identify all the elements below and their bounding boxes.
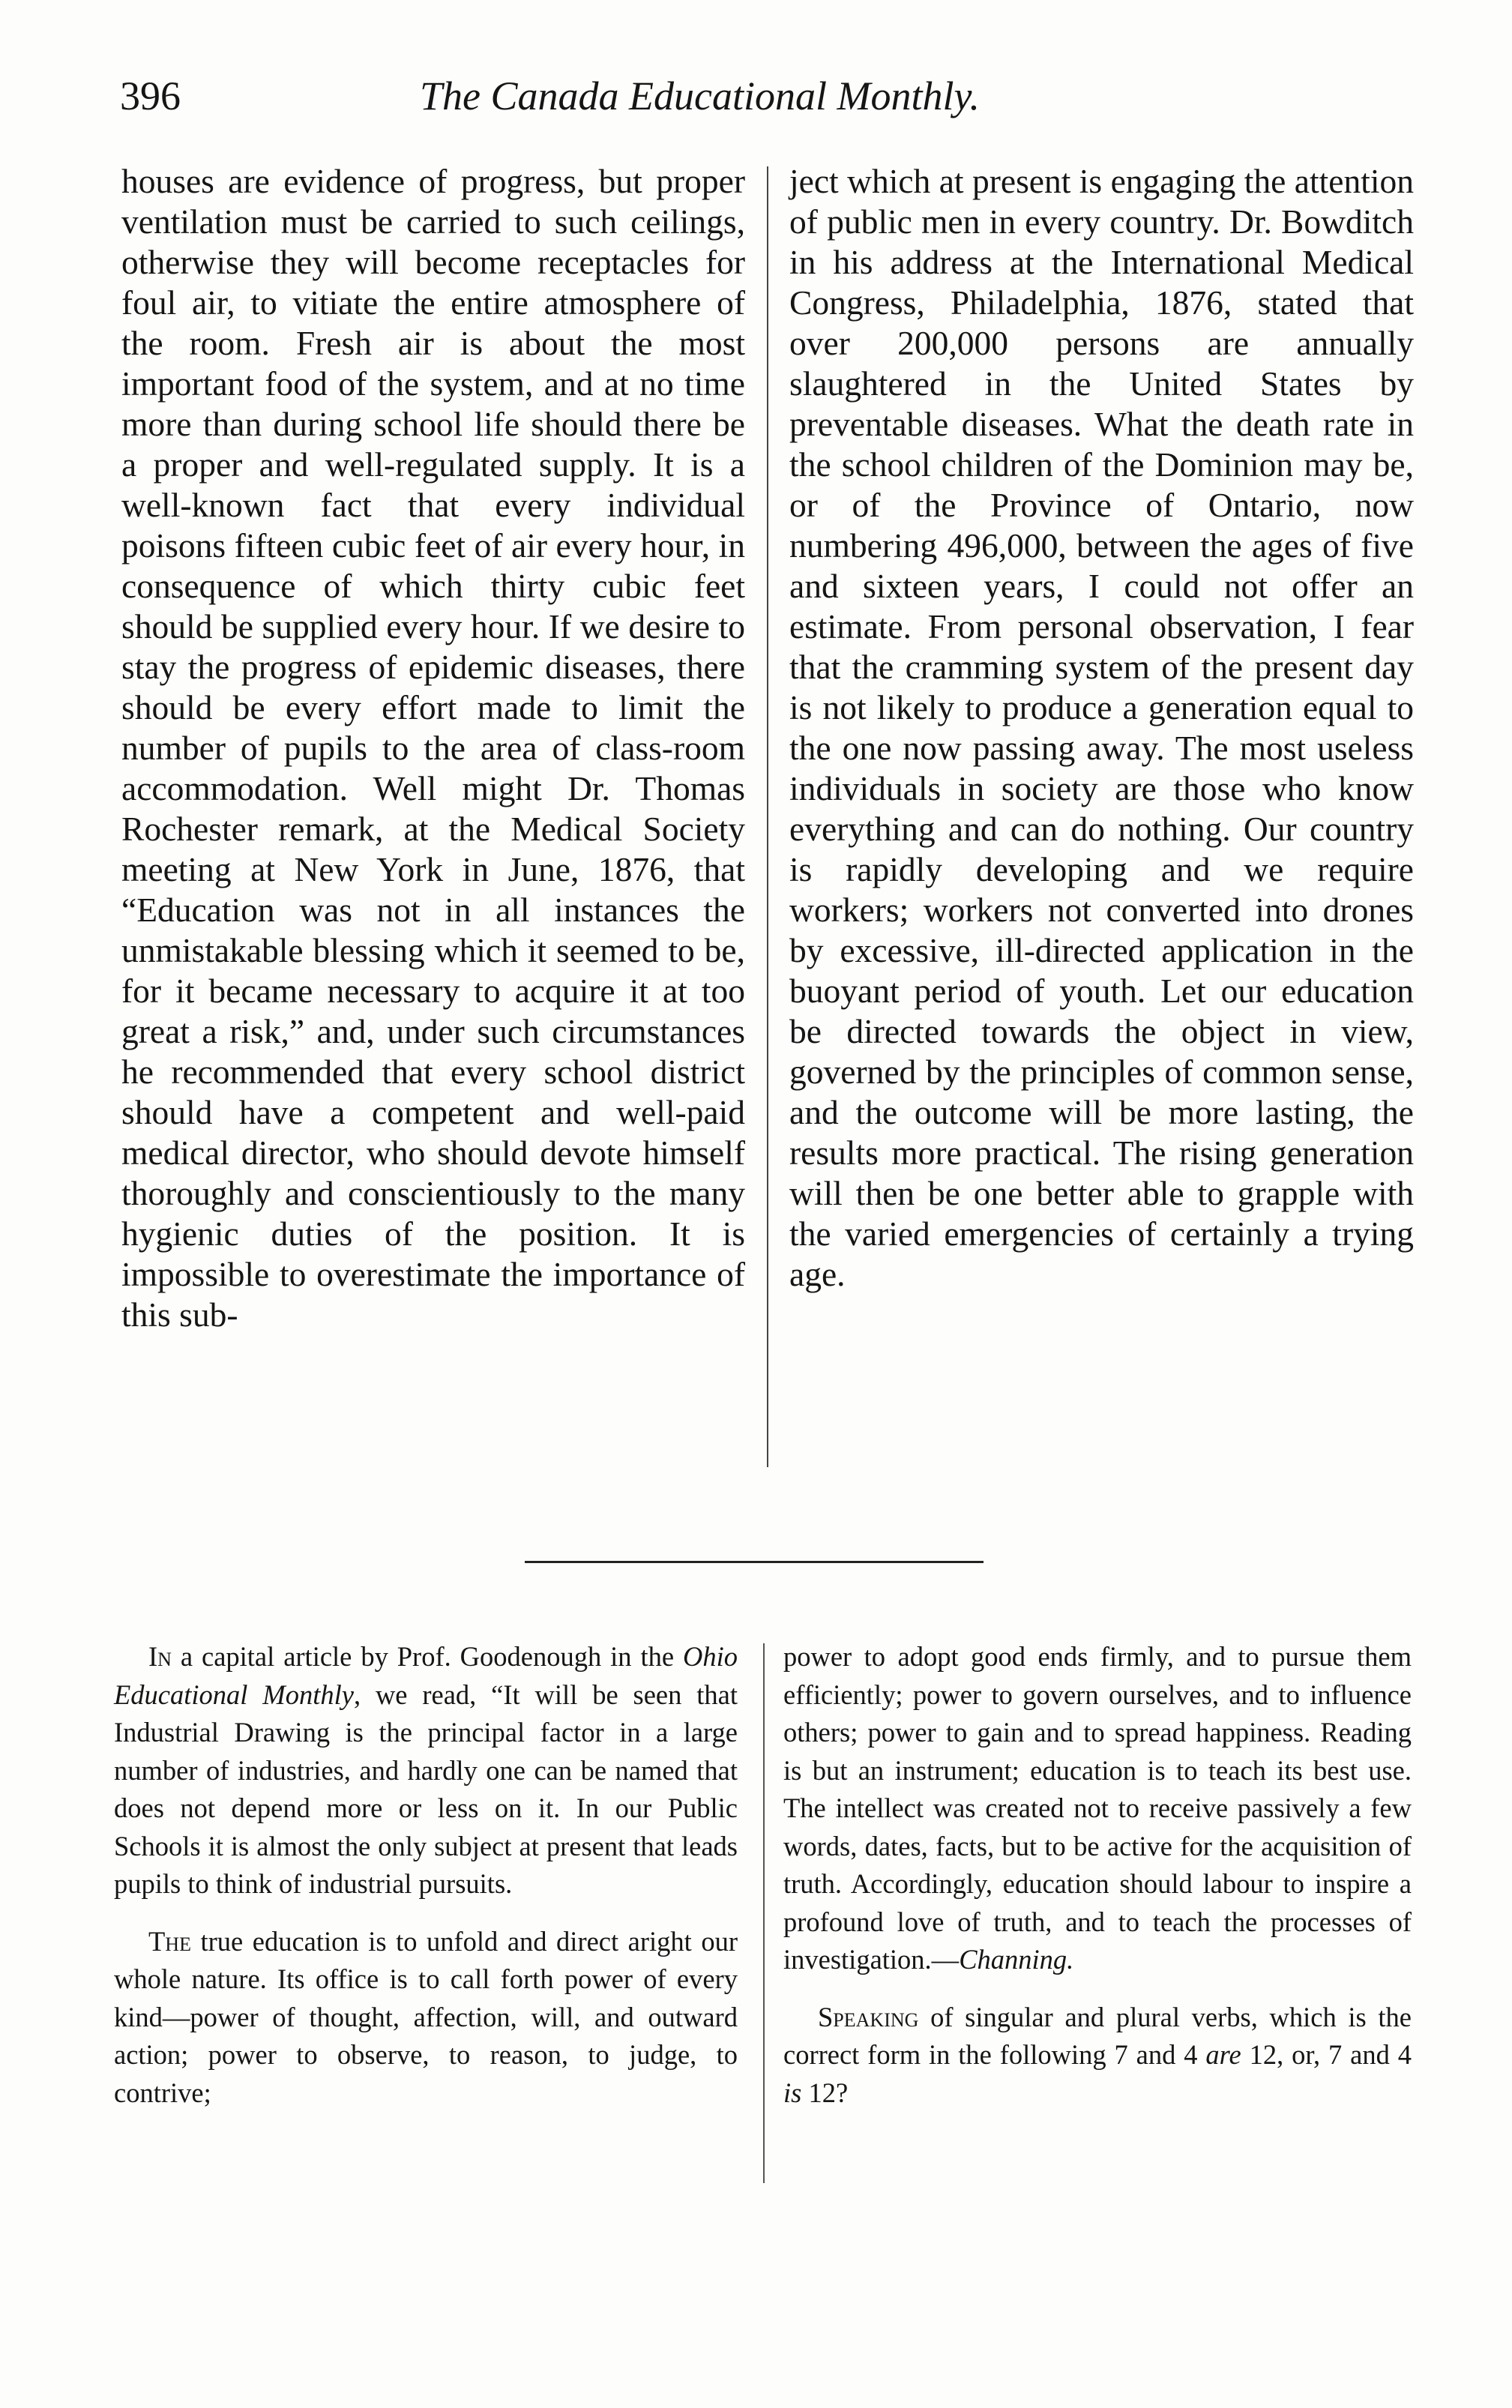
running-title: The Canada Educational Monthly.	[420, 73, 980, 118]
journal-title: Ohio Educational Monthly	[114, 1641, 738, 1710]
note-lead: In	[148, 1641, 172, 1672]
note-text: 12, or, 7 and 4	[1241, 2039, 1412, 2070]
verb-example: are	[1205, 2039, 1241, 2070]
note-verbs	[783, 1999, 1412, 2113]
note-author: Channing.	[959, 1944, 1074, 1975]
note-text: 12?	[801, 2077, 849, 2108]
article-paragraph: houses are evidence of progress, but proper ventilation must be carried to such ceilings, otherwise they will become receptacles for foul air, to vitiate the entire atmosphere of the room. Fresh air is about the most important food of the system, and at no time more than during school life should there be a proper and well-regulated supply. It is a well-known fact that every individual poisons fifteen cubic feet of air every hour, in consequence of which thirty cubic feet should be supplied every hour. If we desire to stay the progress of epidemic diseases, there should be every effort made to limit the number of pupils to the area of class-room accommodation. Well might Dr. Thomas Rochester remark, at the Medical Society meeting at New York in June, 1876, that “Education was not in all instances the unmistakable blessing which it seemed to be, for it became necessary to acquire it at too great a risk,” and, under such circumstances he recommended that every school district should have a competent and well-paid medical director, who should devote himself thoroughly and conscientiously to the many hygienic duties of the position. It is impossible to overestimate the importance of this sub-	[121, 162, 745, 1334]
note-text: a capital article by Prof. Goodenough in the	[171, 1641, 683, 1672]
note-lead: Speaking	[818, 2001, 919, 2032]
note-lead: The	[148, 1925, 191, 1957]
note-education	[114, 1923, 738, 2113]
note-text: , we read, “It will be seen that Industrial Drawing is the principal factor in a large number of industries, and hardly one can be named that does not depend more or less on it. In our Public Schools it is almost the only subject at present that leads pupils to think of industrial pursuits.	[114, 1679, 738, 1899]
column-divider	[763, 1643, 765, 2183]
section-divider	[525, 1561, 984, 1563]
note-education-continued	[783, 1638, 1412, 1979]
page-number: 396	[120, 73, 181, 118]
article-column-right	[789, 161, 1414, 1295]
article-column-left	[121, 161, 745, 1335]
note-text: of singular and plural verbs, which is the correct form in the following 7 and 4	[783, 2001, 1412, 2070]
note-text: true education is to unfold and direct aright our whole nature. Its office is to call forth power of every kind—power of thought, affection, will, and outward action; power to observe, to reason, to judge, to contrive;	[114, 1925, 738, 2108]
notes-column-right	[783, 1638, 1412, 2112]
article-paragraph: ject which at present is engaging the attention of public men in every country. Dr. Bowditch in his address at the International Medical Congress, Philadelphia, 1876, stated that over 200,000 persons are annually slaughtered in the United States by preventable diseases. What the death rate in the school children of the Dominion may be, or of the Province of Ontario, now numbering 496,000, between the ages of five and sixteen years, I could not offer an estimate. From personal observation, I fear that the cramming system of the present day is not likely to produce a generation equal to the one now passing away. The most useless individuals in society are those who know everything and can do nothing. Our country is rapidly developing and we require workers; workers not converted into drones by excessive, ill-directed application in the buoyant period of youth. Let our education be directed towards the object in view, governed by the principles of common sense, and the outcome will be more lasting, the results more practical. The rising generation will then be one better able to grapple with the varied emergencies of certainly a trying age.	[789, 162, 1414, 1293]
note-drawing	[114, 1638, 738, 1903]
page-header	[120, 66, 1094, 126]
note-text: power to adopt good ends firmly, and to pursue them efficiently; power to govern ourselves, and to influence others; power to gain and to spread happiness. Reading is but an instrument; education is to teach its best use. The intellect was created not to receive passively a few words, dates, facts, but to be active for the acquisition of truth. Accordingly, education should labour to inspire a profound love of truth, and to teach the processes of investigation.—	[783, 1641, 1412, 1975]
column-divider	[767, 166, 768, 1467]
verb-example: is	[783, 2077, 802, 2108]
notes-column-left	[114, 1638, 738, 2112]
